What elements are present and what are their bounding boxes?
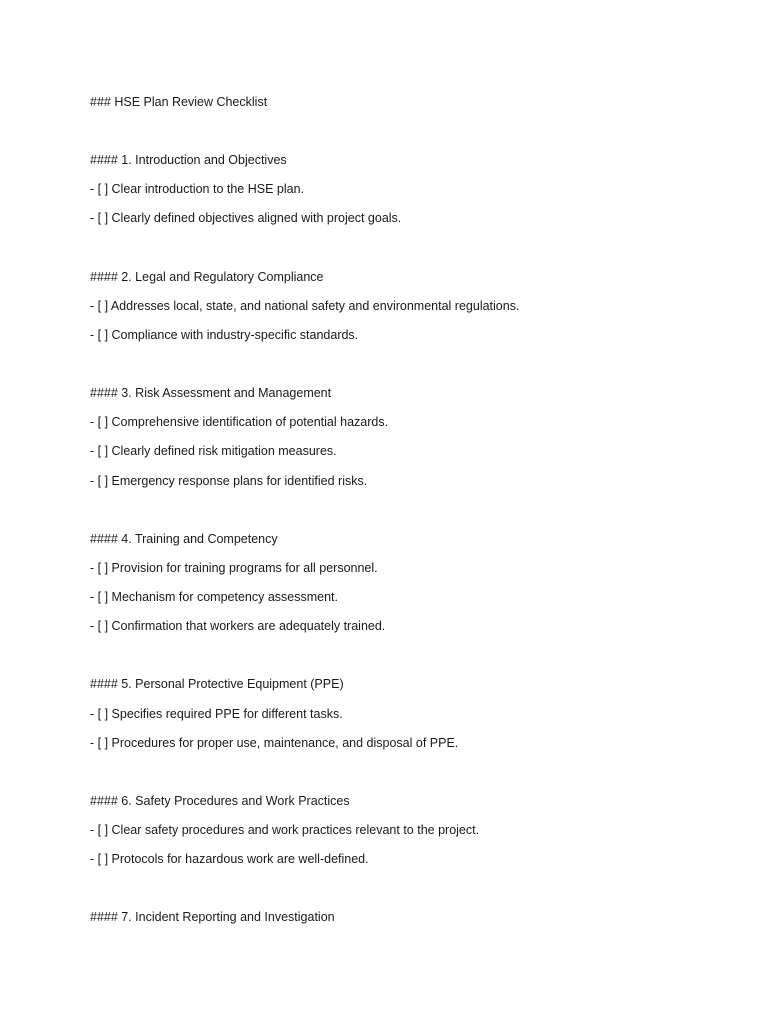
section-heading-incident-reporting: #### 7. Incident Reporting and Investigation: [90, 910, 335, 924]
checklist-item: - [ ] Confirmation that workers are adequately trained.: [90, 619, 386, 633]
section-heading-ppe: #### 5. Personal Protective Equipment (PPE): [90, 677, 344, 691]
section-heading-safety-procedures: #### 6. Safety Procedures and Work Practices: [90, 794, 350, 808]
checklist-item: - [ ] Clear safety procedures and work practices relevant to the project.: [90, 823, 480, 837]
checklist-item: - [ ] Provision for training programs for all personnel.: [90, 561, 378, 575]
document-title: ### HSE Plan Review Checklist: [90, 95, 268, 109]
checklist-item: - [ ] Comprehensive identification of potential hazards.: [90, 415, 389, 429]
section-heading-introduction: #### 1. Introduction and Objectives: [90, 153, 287, 167]
checklist-item: - [ ] Procedures for proper use, maintenance, and disposal of PPE.: [90, 736, 459, 750]
checklist-item: - [ ] Clearly defined objectives aligned with project goals.: [90, 211, 402, 225]
checklist-item: - [ ] Compliance with industry-specific standards.: [90, 328, 359, 342]
section-heading-legal: #### 2. Legal and Regulatory Compliance: [90, 270, 324, 284]
checklist-item: - [ ] Addresses local, state, and national safety and environmental regulations.: [90, 299, 520, 313]
checklist-item: - [ ] Protocols for hazardous work are well-defined.: [90, 852, 369, 866]
checklist-item: - [ ] Emergency response plans for identified risks.: [90, 474, 368, 488]
checklist-item: - [ ] Clear introduction to the HSE plan.: [90, 182, 304, 196]
checklist-item: - [ ] Mechanism for competency assessment.: [90, 590, 339, 604]
section-heading-training: #### 4. Training and Competency: [90, 532, 278, 546]
section-heading-risk: #### 3. Risk Assessment and Management: [90, 386, 332, 400]
checklist-item: - [ ] Specifies required PPE for different tasks.: [90, 707, 343, 721]
checklist-item: - [ ] Clearly defined risk mitigation measures.: [90, 444, 337, 458]
